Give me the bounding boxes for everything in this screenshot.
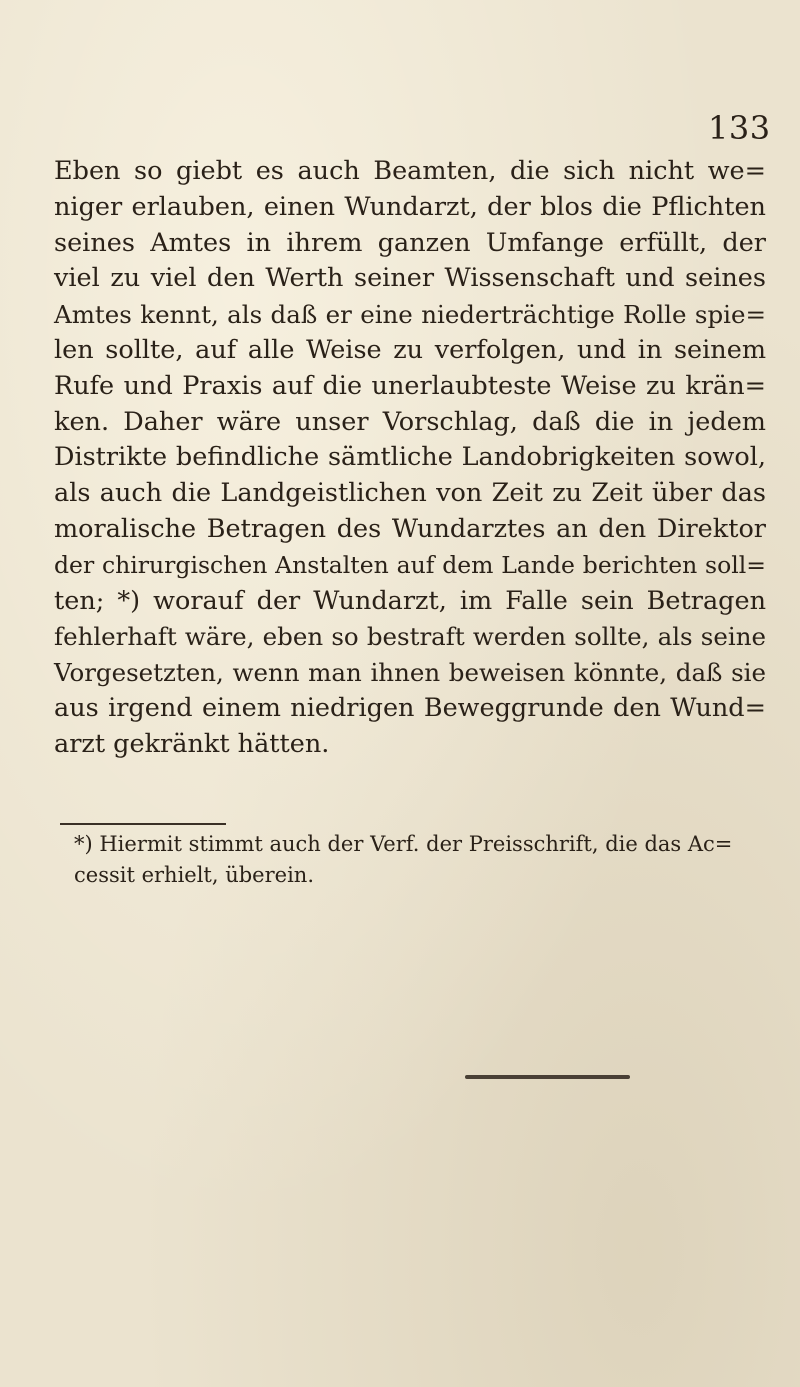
footnote-divider	[60, 823, 226, 825]
text-line: seines Amtes in ihrem ganzen Umfange erfüllt, der	[54, 227, 766, 258]
text-line: aus irgend einem niedrigen Beweggrunde den Wund=	[54, 692, 766, 723]
body-paragraph	[54, 154, 766, 763]
footnote-line: cessit erhielt, überein.	[74, 863, 314, 887]
text-line: fehlerhaft wäre, eben so bestraft werden sollte, als seine	[54, 622, 766, 652]
text-line: arzt gekränkt hätten.	[54, 728, 330, 759]
text-line: ken. Daher wäre unser Vorschlag, daß die in jedem	[54, 406, 766, 437]
text-line: ten; *) worauf der Wundarzt, im Falle sein Betragen	[54, 585, 766, 616]
printer-rule	[465, 1075, 630, 1079]
text-line: Rufe und Praxis auf die unerlaubteste Weise zu krän=	[54, 370, 766, 401]
page-number: 133	[708, 109, 771, 147]
footnote	[74, 829, 764, 891]
footnote-line: *) Hiermit stimmt auch der Verf. der Preisschrift, die das Ac=	[74, 832, 733, 856]
text-line: niger erlauben, einen Wundarzt, der blos die Pflichten	[54, 191, 766, 222]
text-line: Eben so giebt es auch Beamten, die sich nicht we=	[54, 156, 766, 186]
text-line: als auch die Landgeistlichen von Zeit zu Zeit über das	[54, 478, 766, 509]
text-line: viel zu viel den Werth seiner Wissenschaft und seines	[54, 263, 766, 294]
text-line: moralische Betragen des Wundarztes an den Direktor	[54, 513, 766, 544]
text-line: Distrikte befindliche sämtliche Landobrigkeiten sowol,	[54, 442, 766, 473]
text-line: len sollte, auf alle Weise zu verfolgen, und in seinem	[54, 334, 766, 365]
text-line: Amtes kennt, als daß er eine niederträchtige Rolle spie=	[54, 300, 766, 330]
text-line: Vorgesetzten, wenn man ihnen beweisen könnte, daß sie	[54, 658, 766, 688]
text-line: der chirurgischen Anstalten auf dem Lande berichten soll=	[54, 550, 766, 579]
